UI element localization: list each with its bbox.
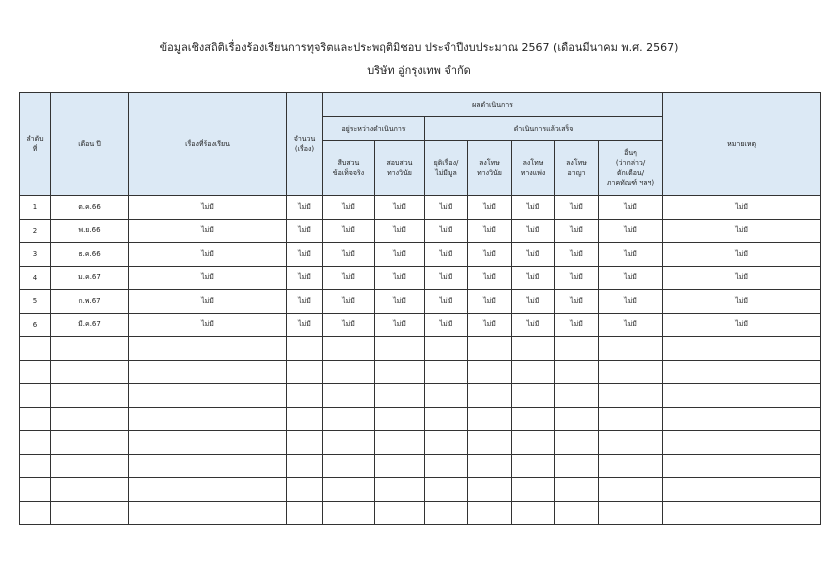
empty-cell <box>323 478 375 502</box>
empty-cell <box>425 384 468 408</box>
empty-cell <box>512 478 555 502</box>
cell-p-civil: ไม่มี <box>512 243 555 267</box>
empty-cell <box>663 360 821 384</box>
cell-count: ไม่มี <box>287 243 323 267</box>
cell-count: ไม่มี <box>287 266 323 290</box>
empty-cell <box>599 431 663 455</box>
empty-cell <box>425 501 468 525</box>
header-subject: เรื่องที่ร้องเรียน <box>129 93 287 196</box>
empty-cell <box>663 337 821 361</box>
empty-cell <box>468 407 512 431</box>
empty-cell <box>375 407 425 431</box>
cell-inquiry: ไม่มี <box>375 219 425 243</box>
empty-cell <box>51 478 129 502</box>
empty-cell <box>468 337 512 361</box>
cell-remark: ไม่มี <box>663 266 821 290</box>
cell-p-crim: ไม่มี <box>555 290 599 314</box>
cell-remark: ไม่มี <box>663 196 821 220</box>
empty-cell <box>375 337 425 361</box>
empty-cell <box>323 360 375 384</box>
cell-other: ไม่มี <box>599 196 663 220</box>
cell-p-crim: ไม่มี <box>555 243 599 267</box>
empty-cell <box>468 478 512 502</box>
empty-cell <box>425 407 468 431</box>
empty-cell <box>468 360 512 384</box>
header-penalty-civil: ลงโทษ ทางแพ่ง <box>512 141 555 196</box>
table-row <box>20 196 821 220</box>
cell-p-civil: ไม่มี <box>512 313 555 337</box>
empty-cell <box>323 454 375 478</box>
empty-cell <box>425 360 468 384</box>
empty-cell <box>599 478 663 502</box>
cell-dismissed: ไม่มี <box>425 196 468 220</box>
table-row <box>20 290 821 314</box>
cell-p-crim: ไม่มี <box>555 219 599 243</box>
empty-cell <box>512 360 555 384</box>
empty-cell <box>51 337 129 361</box>
table-row <box>20 266 821 290</box>
table-row <box>20 313 821 337</box>
empty-cell <box>512 384 555 408</box>
cell-month: ก.พ.67 <box>51 290 129 314</box>
empty-cell <box>663 407 821 431</box>
cell-subject: ไม่มี <box>129 219 287 243</box>
empty-cell <box>20 407 51 431</box>
empty-cell <box>555 360 599 384</box>
empty-cell <box>599 337 663 361</box>
cell-no: 2 <box>20 219 51 243</box>
empty-cell <box>323 431 375 455</box>
empty-cell <box>555 501 599 525</box>
empty-cell <box>512 407 555 431</box>
header-penalty-disciplinary: ลงโทษ ทางวินัย <box>468 141 512 196</box>
empty-cell <box>323 337 375 361</box>
cell-remark: ไม่มี <box>663 313 821 337</box>
empty-cell <box>599 384 663 408</box>
cell-count: ไม่มี <box>287 219 323 243</box>
cell-no: 5 <box>20 290 51 314</box>
empty-table-row <box>20 407 821 431</box>
cell-p-crim: ไม่มี <box>555 196 599 220</box>
empty-cell <box>375 360 425 384</box>
cell-p-disc: ไม่มี <box>468 266 512 290</box>
empty-cell <box>20 478 51 502</box>
empty-table-row <box>20 501 821 525</box>
cell-dismissed: ไม่มี <box>425 219 468 243</box>
cell-fact: ไม่มี <box>323 219 375 243</box>
cell-p-disc: ไม่มี <box>468 290 512 314</box>
empty-cell <box>51 454 129 478</box>
cell-other: ไม่มี <box>599 290 663 314</box>
empty-cell <box>425 478 468 502</box>
empty-cell <box>20 384 51 408</box>
cell-subject: ไม่มี <box>129 196 287 220</box>
empty-table-row <box>20 431 821 455</box>
cell-other: ไม่มี <box>599 243 663 267</box>
empty-cell <box>287 501 323 525</box>
empty-cell <box>663 384 821 408</box>
cell-p-civil: ไม่มี <box>512 290 555 314</box>
empty-cell <box>599 360 663 384</box>
cell-inquiry: ไม่มี <box>375 266 425 290</box>
cell-other: ไม่มี <box>599 266 663 290</box>
cell-month: ธ.ค.66 <box>51 243 129 267</box>
empty-cell <box>129 407 287 431</box>
empty-cell <box>129 501 287 525</box>
empty-cell <box>512 454 555 478</box>
cell-other: ไม่มี <box>599 219 663 243</box>
cell-fact: ไม่มี <box>323 196 375 220</box>
cell-subject: ไม่มี <box>129 313 287 337</box>
cell-no: 4 <box>20 266 51 290</box>
empty-cell <box>663 454 821 478</box>
empty-cell <box>287 337 323 361</box>
header-fact-finding: สืบสวน ข้อเท็จจริง <box>323 141 375 196</box>
cell-p-disc: ไม่มี <box>468 243 512 267</box>
cell-count: ไม่มี <box>287 196 323 220</box>
empty-cell <box>129 454 287 478</box>
empty-cell <box>287 478 323 502</box>
cell-count: ไม่มี <box>287 290 323 314</box>
cell-fact: ไม่มี <box>323 290 375 314</box>
cell-p-disc: ไม่มี <box>468 219 512 243</box>
cell-dismissed: ไม่มี <box>425 266 468 290</box>
empty-cell <box>51 431 129 455</box>
cell-inquiry: ไม่มี <box>375 313 425 337</box>
header-order: ลำดับ ที่ <box>20 93 51 196</box>
empty-cell <box>375 431 425 455</box>
cell-p-disc: ไม่มี <box>468 313 512 337</box>
cell-inquiry: ไม่มี <box>375 196 425 220</box>
empty-cell <box>555 407 599 431</box>
cell-fact: ไม่มี <box>323 266 375 290</box>
document-title: ข้อมูลเชิงสถิติเรื่องร้องเรียนการทุจริตและประพฤติมิชอบ ประจำปีงบประมาณ 2567 (เดือนมีนาคม พ.ศ. 2567) <box>159 41 679 54</box>
empty-cell <box>512 431 555 455</box>
cell-fact: ไม่มี <box>323 243 375 267</box>
cell-p-civil: ไม่มี <box>512 219 555 243</box>
empty-cell <box>468 454 512 478</box>
cell-fact: ไม่มี <box>323 313 375 337</box>
empty-cell <box>20 501 51 525</box>
cell-remark: ไม่มี <box>663 219 821 243</box>
empty-cell <box>599 501 663 525</box>
cell-dismissed: ไม่มี <box>425 290 468 314</box>
empty-cell <box>20 337 51 361</box>
empty-table-row <box>20 337 821 361</box>
empty-cell <box>129 478 287 502</box>
empty-cell <box>468 431 512 455</box>
empty-cell <box>375 501 425 525</box>
cell-no: 3 <box>20 243 51 267</box>
cell-dismissed: ไม่มี <box>425 243 468 267</box>
empty-cell <box>555 431 599 455</box>
empty-cell <box>129 384 287 408</box>
header-dismissed: ยุติเรื่อง/ ไม่มีมูล <box>425 141 468 196</box>
cell-no: 1 <box>20 196 51 220</box>
header-result: ผลดำเนินการ <box>323 93 663 117</box>
empty-cell <box>663 478 821 502</box>
empty-table-row <box>20 454 821 478</box>
cell-subject: ไม่มี <box>129 290 287 314</box>
empty-cell <box>20 360 51 384</box>
empty-cell <box>323 407 375 431</box>
empty-cell <box>425 431 468 455</box>
empty-cell <box>425 454 468 478</box>
empty-cell <box>468 501 512 525</box>
empty-cell <box>287 360 323 384</box>
header-penalty-criminal: ลงโทษ อาญา <box>555 141 599 196</box>
empty-cell <box>20 454 51 478</box>
empty-cell <box>468 384 512 408</box>
empty-cell <box>51 501 129 525</box>
cell-p-crim: ไม่มี <box>555 266 599 290</box>
empty-cell <box>375 454 425 478</box>
cell-month: มี.ค.67 <box>51 313 129 337</box>
empty-cell <box>20 431 51 455</box>
cell-no: 6 <box>20 313 51 337</box>
company-name: บริษัท อู่กรุงเทพ จำกัด <box>367 64 471 77</box>
empty-cell <box>323 384 375 408</box>
cell-inquiry: ไม่มี <box>375 243 425 267</box>
empty-cell <box>555 337 599 361</box>
empty-cell <box>599 454 663 478</box>
empty-cell <box>375 384 425 408</box>
header-completed: ดำเนินการแล้วเสร็จ <box>425 117 663 141</box>
empty-cell <box>425 337 468 361</box>
cell-month: พ.ย.66 <box>51 219 129 243</box>
complaint-statistics-table <box>19 92 821 525</box>
empty-cell <box>555 384 599 408</box>
cell-p-crim: ไม่มี <box>555 313 599 337</box>
empty-cell <box>323 501 375 525</box>
cell-other: ไม่มี <box>599 313 663 337</box>
cell-subject: ไม่มี <box>129 243 287 267</box>
empty-cell <box>51 384 129 408</box>
table-row <box>20 219 821 243</box>
cell-month: ต.ค.66 <box>51 196 129 220</box>
empty-cell <box>512 337 555 361</box>
empty-cell <box>51 407 129 431</box>
empty-cell <box>375 478 425 502</box>
cell-p-civil: ไม่มี <box>512 266 555 290</box>
empty-cell <box>129 337 287 361</box>
empty-cell <box>555 478 599 502</box>
cell-p-disc: ไม่มี <box>468 196 512 220</box>
header-month: เดือน ปี <box>51 93 129 196</box>
header-remark: หมายเหตุ <box>663 93 821 196</box>
cell-month: ม.ค.67 <box>51 266 129 290</box>
empty-cell <box>129 360 287 384</box>
table-row <box>20 243 821 267</box>
empty-cell <box>287 407 323 431</box>
cell-remark: ไม่มี <box>663 243 821 267</box>
cell-subject: ไม่มี <box>129 266 287 290</box>
cell-inquiry: ไม่มี <box>375 290 425 314</box>
empty-table-row <box>20 384 821 408</box>
empty-cell <box>129 431 287 455</box>
header-other: อื่นๆ (ว่ากล่าว/ ตักเตือน/ ภาคทัณฑ์ ฯลฯ) <box>599 141 663 196</box>
empty-cell <box>287 454 323 478</box>
empty-cell <box>512 501 555 525</box>
empty-cell <box>51 360 129 384</box>
cell-count: ไม่มี <box>287 313 323 337</box>
empty-cell <box>599 407 663 431</box>
header-disciplinary-inquiry: สอบสวน ทางวินัย <box>375 141 425 196</box>
header-count: จำนวน (เรื่อง) <box>287 93 323 196</box>
empty-cell <box>663 431 821 455</box>
cell-remark: ไม่มี <box>663 290 821 314</box>
cell-dismissed: ไม่มี <box>425 313 468 337</box>
empty-table-row <box>20 478 821 502</box>
header-in-progress: อยู่ระหว่างดำเนินการ <box>323 117 425 141</box>
empty-cell <box>555 454 599 478</box>
empty-cell <box>287 384 323 408</box>
empty-table-row <box>20 360 821 384</box>
empty-cell <box>663 501 821 525</box>
cell-p-civil: ไม่มี <box>512 196 555 220</box>
empty-cell <box>287 431 323 455</box>
